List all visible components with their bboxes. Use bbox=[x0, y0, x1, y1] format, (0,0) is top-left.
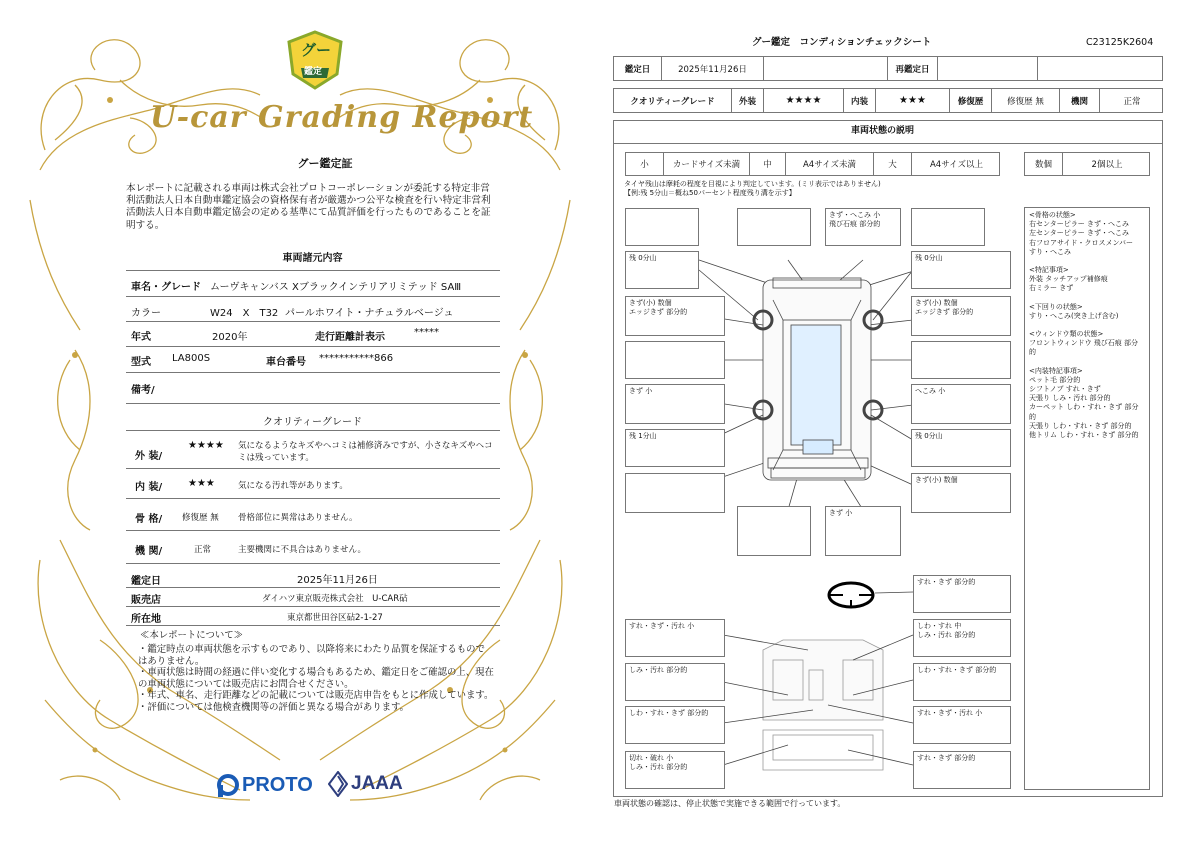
goo-kantei-badge bbox=[287, 30, 343, 90]
interior-right-1: しわ・すれ 中 しみ・汚れ 部分的 bbox=[913, 619, 1011, 657]
tire-front-left: 残 0分山 bbox=[625, 251, 699, 289]
reinspect-label: 再鑑定日 bbox=[888, 57, 938, 80]
chassis-label: 車台番号 bbox=[266, 357, 306, 368]
frame-status: 修復歴 無 bbox=[182, 513, 219, 523]
note-item: ・鑑定時点の車両状態を示すものであり、以降将来にわたり品質を保証するものではありません。 bbox=[138, 644, 485, 667]
badge-top-text: グー bbox=[301, 41, 332, 59]
divider bbox=[126, 530, 500, 531]
divider bbox=[126, 587, 500, 588]
damage-box bbox=[737, 208, 811, 246]
interior-right-3: すれ・きず・汚れ 小 bbox=[913, 706, 1011, 744]
frame-desc: 骨格部位に異常はありません。 bbox=[238, 513, 358, 523]
damage-box bbox=[625, 341, 725, 379]
badge-shield-icon bbox=[287, 30, 343, 90]
model-value: LA800S bbox=[172, 353, 211, 364]
remark-line: すり・へこみ bbox=[1029, 247, 1071, 256]
spec-heading: 車両諸元内容 bbox=[282, 253, 343, 264]
remark-line: <ウィンドウ類の状態> bbox=[1029, 330, 1104, 339]
damage-box bbox=[625, 473, 725, 513]
mileage-value: ***** bbox=[414, 327, 439, 338]
name-grade-value: ムーヴキャンバス Xブラックインテリアリミテッド SAⅢ bbox=[210, 282, 462, 293]
ext-stars: ★★★★ bbox=[764, 89, 844, 112]
interior-left-1: すれ・きず・汚れ 小 bbox=[625, 619, 725, 657]
exterior-label: 外 装/ bbox=[135, 451, 163, 462]
tire-rear-right: 残 0分山 bbox=[911, 429, 1011, 467]
remark-line: 外装 タッチアップ補修痕 bbox=[1029, 275, 1108, 284]
jaaa-logo-text: JAAA bbox=[351, 773, 403, 794]
divider bbox=[126, 468, 500, 469]
int-stars: ★★★ bbox=[876, 89, 950, 112]
divider bbox=[126, 270, 500, 271]
remark-line: ペット毛 部分的 bbox=[1029, 375, 1081, 384]
badge-bottom-text: 鑑定 bbox=[304, 67, 323, 77]
remark-line: 左センターピラー きず・へこみ bbox=[1029, 229, 1129, 238]
interior-left-4: 切れ・破れ 小 しみ・汚れ 部分的 bbox=[625, 751, 725, 789]
blank-cell bbox=[764, 57, 888, 80]
chassis-value: ***********866 bbox=[319, 353, 394, 364]
divider bbox=[126, 403, 500, 404]
dealer-value: ダイハツ東京販売株式会社 U-CAR砧 bbox=[262, 594, 408, 604]
tire-rear-left: 残 1分山 bbox=[625, 429, 725, 467]
note-item: ・評価については他検査機関等の評価と異なる場合があります。 bbox=[138, 701, 409, 713]
grade-row bbox=[613, 88, 1163, 113]
remark-line: <骨格の状態> bbox=[1029, 211, 1076, 219]
grade-label: クオリティーグレード bbox=[614, 89, 732, 112]
damage-box bbox=[625, 208, 699, 246]
report-script-title: U-car Grading Report bbox=[150, 100, 534, 135]
remarks-panel bbox=[1024, 207, 1150, 790]
damage-box-front-center: きず・へこみ 小 飛び石痕 部分的 bbox=[825, 208, 901, 246]
door-front-left: きず(小) 数個 エッジきず 部分的 bbox=[625, 296, 725, 336]
repair-label: 修復歴 bbox=[950, 89, 992, 112]
interior-label: 内 装/ bbox=[135, 482, 163, 493]
sheet-title: グー鑑定 コンディションチェックシート bbox=[752, 37, 932, 48]
damage-box bbox=[911, 341, 1011, 379]
legend-mid: 中 bbox=[750, 153, 786, 175]
repair-value: 修復歴 無 bbox=[992, 89, 1060, 112]
rear-center: きず 小 bbox=[825, 506, 901, 556]
legend-mid-desc: A4サイズ未満 bbox=[786, 153, 874, 175]
year-value: 2020年 bbox=[212, 332, 248, 343]
quality-heading: クオリティーグレード bbox=[263, 417, 362, 428]
engine-label: 機関 bbox=[1060, 89, 1100, 112]
remark-spacer bbox=[1029, 321, 1145, 330]
interior-desc: 気になる汚れ等があります。 bbox=[238, 481, 348, 491]
notes-list bbox=[138, 644, 494, 714]
address-label: 所在地 bbox=[131, 614, 161, 625]
steering-box: すれ・きず 部分的 bbox=[913, 575, 1011, 613]
color-value: パールホワイト・ナチュラルベージュ bbox=[285, 308, 454, 319]
jaaa-mark-icon bbox=[328, 771, 348, 797]
proto-logo bbox=[215, 772, 313, 798]
date-label: 鑑定日 bbox=[131, 576, 161, 587]
ext-label: 外装 bbox=[732, 89, 764, 112]
name-grade-label: 車名・グレード bbox=[131, 282, 201, 293]
legend-large: 大 bbox=[874, 153, 912, 175]
interior-right-4: すれ・きず 部分的 bbox=[913, 751, 1011, 789]
remark-line: 天張り しみ・汚れ 部分的 bbox=[1029, 394, 1111, 403]
int-label: 内装 bbox=[844, 89, 876, 112]
divider bbox=[126, 430, 500, 431]
tire-note-example: 【例:残 5分山＝概ね50パーセント程度残り溝を示す】 bbox=[624, 189, 796, 197]
legend-count-desc: 2個以上 bbox=[1091, 160, 1123, 170]
notes-title: ≪本レポートについて≫ bbox=[140, 630, 243, 641]
note-item: ・年式、車名、走行距離などの記載については販売店申告をもとに作成しています。 bbox=[138, 690, 494, 702]
side-right-mid: へこみ 小 bbox=[911, 384, 1011, 424]
note-item: ・車両状態は時間の経過に伴い変化する場合もあるため、鑑定日をご確認の上、現在の車両状態については販売店にお問合せください。 bbox=[138, 667, 494, 690]
date-value: 2025年11月26日 bbox=[297, 575, 378, 586]
exterior-stars: ★★★★ bbox=[188, 440, 224, 451]
remark-line: すり・へこみ(突き上げ含む) bbox=[1029, 311, 1119, 320]
mileage-label: 走行距離計表示 bbox=[315, 332, 385, 343]
certificate-subtitle: グー鑑定証 bbox=[297, 157, 353, 170]
section-title: 車両状態の説明 bbox=[851, 126, 915, 136]
size-legend bbox=[625, 152, 1000, 176]
engine-label: 機 関/ bbox=[135, 546, 163, 557]
color-label: カラー bbox=[131, 308, 161, 319]
divider bbox=[126, 625, 500, 626]
tire-front-right: 残 0分山 bbox=[911, 251, 1011, 289]
legend-large-desc: A4サイズ以上 bbox=[929, 160, 984, 170]
reinspect-value bbox=[938, 57, 1038, 80]
remarks-label: 備考/ bbox=[131, 385, 155, 396]
remark-line: 右ミラー きず bbox=[1029, 284, 1074, 293]
remark-line: <内装特記事項> bbox=[1029, 366, 1083, 375]
legend-small: 小 bbox=[626, 153, 664, 175]
address-value: 東京都世田谷区砧2-1-27 bbox=[287, 613, 383, 623]
interior-left-3: しわ・すれ・きず 部分的 bbox=[625, 706, 725, 744]
color-code: W24 X T32 bbox=[210, 308, 279, 319]
remark-line: 右センターピラー きず・へこみ bbox=[1029, 220, 1129, 229]
remark-line: <特記事項> bbox=[1029, 266, 1069, 275]
exterior-desc: 気になるようなキズやヘコミは補修済みですが、小さなキズやヘコミは残っています。 bbox=[238, 441, 493, 463]
divider bbox=[126, 296, 500, 297]
rear-right: きず(小) 数個 bbox=[911, 473, 1011, 513]
count-legend bbox=[1024, 152, 1150, 176]
interior-right-2: しわ・すれ・きず 部分的 bbox=[913, 663, 1011, 701]
remark-line: フロントウィンドウ 飛び石痕 部分的 bbox=[1029, 339, 1139, 357]
divider bbox=[126, 346, 500, 347]
damage-box bbox=[911, 208, 985, 246]
divider bbox=[613, 143, 1163, 144]
remark-line: 天張り しわ・すれ・きず 部分的 bbox=[1029, 421, 1132, 430]
divider bbox=[126, 321, 500, 322]
sheet-footer: 車両状態の確認は、停止状態で実施できる範囲で行っています。 bbox=[614, 799, 846, 808]
divider bbox=[126, 563, 500, 564]
remark-line: <下回りの状態> bbox=[1029, 302, 1083, 311]
interior-stars: ★★★ bbox=[188, 478, 215, 489]
remark-line: 右フロアサイド・クロスメンバー bbox=[1029, 238, 1134, 247]
proto-logo-text: PROTO bbox=[242, 773, 313, 796]
legend-count: 数個 bbox=[1025, 153, 1063, 175]
door-front-right: きず(小) 数個 エッジきず 部分的 bbox=[911, 296, 1011, 336]
certificate-intro: 本レポートに記載される車両は株式会社プロトコーポレーションが委託する特定非営利活動法人日本自動車鑑定協会の資格保有者が厳選かつ公平な検査を行い特定非営利活動法人日本自動車鑑定協会の定める基準にて品質評価を行ったものであることを証明する。 bbox=[126, 183, 491, 231]
remark-line: 他トリム しわ・すれ・きず 部分的 bbox=[1029, 431, 1139, 440]
engine-value: 正常 bbox=[1123, 96, 1141, 107]
engine-desc: 主要機関に不具合はありません。 bbox=[238, 545, 367, 555]
sheet-date-label: 鑑定日 bbox=[614, 57, 662, 80]
remark-spacer bbox=[1029, 358, 1145, 367]
divider bbox=[126, 606, 500, 607]
date-row bbox=[613, 56, 1163, 81]
interior-left-2: しみ・汚れ 部分的 bbox=[625, 663, 725, 701]
dealer-label: 販売店 bbox=[131, 595, 161, 606]
remark-line: シフトノブ すれ・きず bbox=[1029, 385, 1101, 394]
remark-line: カーペット しわ・すれ・きず 部分的 bbox=[1029, 403, 1139, 421]
legend-small-desc: カードサイズ未満 bbox=[664, 153, 750, 175]
damage-box bbox=[737, 506, 811, 556]
sheet-code: C23125K2604 bbox=[1086, 37, 1154, 48]
tire-note: タイヤ残山は摩耗の程度を目視により判定しています。(ミリ表示ではありません) bbox=[624, 180, 881, 188]
side-left-mid: きず 小 bbox=[625, 384, 725, 424]
proto-mark-icon bbox=[215, 773, 241, 797]
frame-label: 骨 格/ bbox=[135, 514, 163, 525]
engine-status: 正常 bbox=[194, 545, 212, 555]
remark-spacer bbox=[1029, 257, 1145, 266]
year-label: 年式 bbox=[131, 332, 151, 343]
remark-spacer bbox=[1029, 294, 1145, 303]
sheet-date-value: 2025年11月26日 bbox=[662, 57, 764, 80]
model-label: 型式 bbox=[131, 357, 151, 368]
divider bbox=[126, 498, 500, 499]
jaaa-logo bbox=[328, 770, 403, 798]
divider bbox=[126, 372, 500, 373]
